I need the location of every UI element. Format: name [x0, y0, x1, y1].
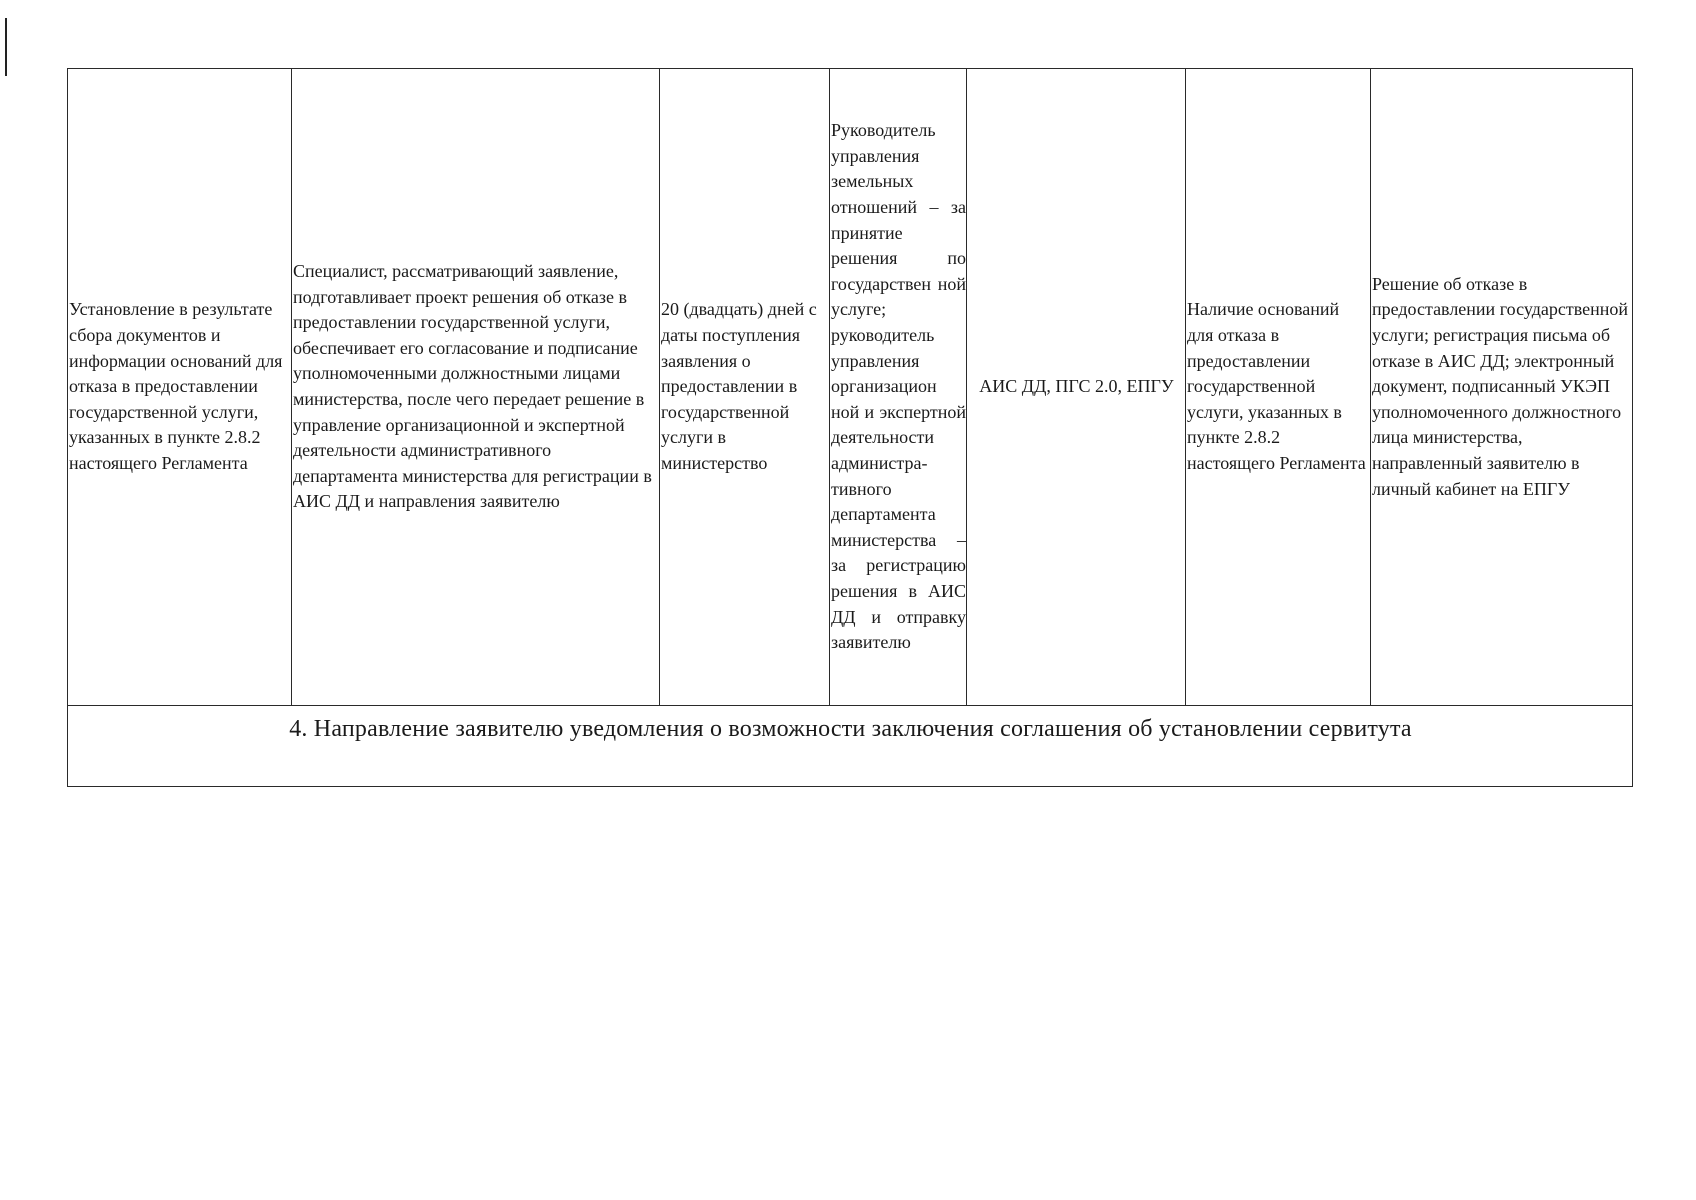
cell-result — [1371, 69, 1633, 706]
cell-action — [292, 69, 660, 706]
scan-margin-mark — [5, 18, 7, 76]
cell-system — [967, 69, 1186, 706]
cell-criteria — [1186, 69, 1371, 706]
criteria-text: Наличие оснований для отказа в предоставлении государственной услуги, указанных в пункте 2.8.2 настоящего Регламента — [1187, 299, 1366, 473]
cell-step — [68, 69, 292, 706]
cell-deadline — [660, 69, 830, 706]
system-text: АИС ДД, ПГС 2.0, ЕПГУ — [979, 376, 1174, 397]
section-row — [68, 706, 1633, 787]
table-row — [68, 69, 1633, 706]
step-text: Установление в результате сбора документов и информации оснований для отказа в предоставлении государственной услуги, указанных в пункте 2.8.2 настоящего Регламента — [69, 299, 283, 473]
result-text: Решение об отказе в предоставлении государственной услуги; регистрация письма об отказе в АИС ДД; электронный документ, подписанный УКЭП уполномоченного должностного лица министерства, направленный заявителю в личный кабинет на ЕПГУ — [1372, 273, 1628, 499]
responsible-text: Руководитель управления земельных отношений – за принятие решения по государствен ной услуге; руководитель управления организацион ной и экспертной деятельности администра-тивного департамента министерства – за регистрацию решения в АИС ДД и отправку заявителю — [831, 120, 966, 653]
procedure-table — [67, 68, 1633, 787]
deadline-text: 20 (двадцать) дней с даты поступления заявления о предоставлении в государственной услуги в министерство — [661, 299, 817, 473]
section-heading: 4. Направление заявителю уведомления о возможности заключения соглашения об установлении сервитута — [68, 706, 1633, 787]
cell-responsible — [830, 69, 967, 706]
action-text: Специалист, рассматривающий заявление, подготавливает проект решения об отказе в предоставлении государственной услуги, обеспечивает его согласование и подписание уполномоченными должностными лицами министерства, после чего передает решение в управление организационной и экспертной деятельности административного департамента министерства для регистрации в АИС ДД и направления заявителю — [293, 261, 652, 512]
